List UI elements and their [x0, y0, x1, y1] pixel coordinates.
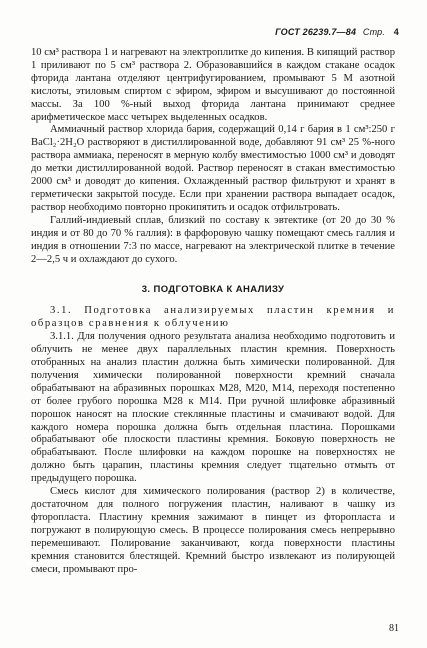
page-label: Стр. — [362, 27, 386, 37]
subsection-heading: 3.1. Подготовка анализируемых пластин кремния и образцов сравнения к облучению — [31, 305, 395, 330]
standard-number: ГОСТ 26239.7—84 — [275, 27, 357, 37]
section-title: 3. ПОДГОТОВКА К АНАЛИЗУ — [141, 284, 285, 296]
paragraph-gallium-indium: Галлий-индиевый сплав, близкий по составу к эвтектике (от 20 до 30 % индия и от 80 до 70 % галлия): в фарфоровую чашку помещают смесь галлия и индия в отношении 7:3 по массе, нагревают на электрической плитке в течение 2—2,5 ч и охлаждают до сухого. — [31, 214, 395, 265]
paragraph-polishing: Смесь кислот для химического полирования (раствор 2) в количестве, достаточном для полного погружения пластин, наливают в чашку из фторопласта. Пластину кремния зажимают в пинцет из фторопласта и погружают в полирующую смесь. В процессе полирования смесь непрерывно перемешивают. Полирование заканчивают, когда поверхности пластины кремния становится блестящей. Кремний быстро извлекают из полирующей смеси, промывают про- — [31, 486, 395, 575]
header-page-number: 4 — [393, 27, 399, 37]
footer-page-number: 81 — [389, 623, 399, 634]
document-body — [31, 47, 395, 576]
page-header — [275, 27, 399, 37]
paragraph-barium-chloride: Аммиачный раствор хлорида бария, содержащий 0,14 г бария в 1 см³:250 г BaCl₂·2H₂O растворяют в дистиллированной воде, добавляют 91 см³ 25 %-ного раствора аммиака, переносят в мерную колбу вместимостью 1000 см³ и доводят до метки дистиллированной водой. Раствор переносят в стакан вместимостью 2000 см³ и доводят до кипения. Охлажденный раствор фильтруют и хранят в герметически закрытой посуде. Если при хранении раствора выпадает осадок, раствор необходимо повторно прокипятить и осадок отфильтровать. — [31, 124, 395, 213]
paragraph-3-1-1: 3.1.1. Для получения одного результата анализа необходимо подготовить и облучить не менее двух параллельных пластин кремния. Поверхность отобранных на анализ пластин должна быть химически полированной. Для получения химически полированной поверхности кремний сначала обрабатывают на абразивных порошках М28, М20, М14, переходя постепенно от более грубого порошка М28 к М14. При ручной шлифовке абразивный порошок наносят на плоские стеклянные пластины и смачивают водой. Для каждого номера порошка должна быть отдельная пластина. Порошками обрабатывают обе плоскости пластины кремния. Боковую поверхность не обрабатывают. После шлифовки на каждом порошке на поверхностях не должно быть царапин, пластины кремния следует тщательно отмыть от предыдущего порошка. — [31, 331, 395, 485]
paragraph-continuation: 10 см³ раствора 1 и нагревают на электроплитке до кипения. В кипящий раствор 1 приливают по 5 см³ раствора 2. Образовавшийся в каждом стакане осадок фторида лантана отделяют центрифугированием, промывают 5 М азотной кислоты, этиловым спиртом с эфиром, эфиром и высушивают до постоянной массы. За 100 %-ный выход фторида лантана принимают среднее арифметическое масс четырех выделенных осадков. — [31, 47, 395, 123]
